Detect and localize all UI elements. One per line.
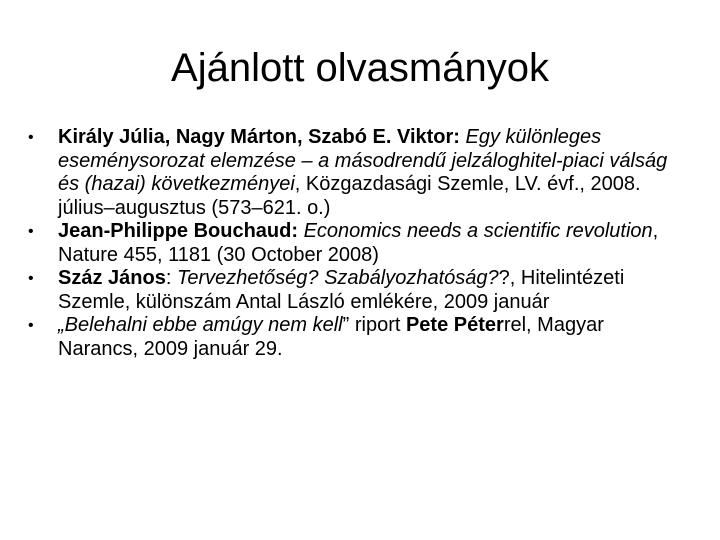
- item-quote-close: ” riport: [342, 314, 406, 336]
- slide-title: Ajánlott olvasmányok: [171, 46, 549, 90]
- item-details: , Közgazdasági Szemle, LV. évf., 2008. július–augusztus (573–621. o.): [58, 173, 641, 219]
- item-author: Pete Péter: [405, 314, 504, 336]
- item-title: Belehalni ebbe amúgy nem kell: [64, 314, 343, 336]
- item-author: Király Júlia, Nagy Márton, Szabó E. Viktor:: [58, 126, 460, 148]
- item-separator: :: [165, 267, 177, 289]
- item-details: Magyar Narancs, 2009 január 29.: [58, 314, 604, 360]
- item-author-suffix: rel,: [503, 314, 532, 336]
- item-details: ?, Hitelintézeti Szemle, különszám Antal László emlékére, 2009 január: [58, 267, 625, 313]
- bullet-icon: •: [28, 129, 34, 146]
- item-quote-open: „: [58, 314, 65, 336]
- reading-list-item: [28, 314, 688, 361]
- item-title: Economics needs a scientific revolution: [303, 220, 653, 242]
- item-title: Tervezhetőség? Szabályozhatóság?: [176, 267, 499, 289]
- bullet-icon: •: [28, 223, 34, 240]
- item-title: Egy különleges eseménysorozat elemzése – a másodrendű jelzáloghitel-piaci válság és (hazai) következményei: [58, 126, 668, 195]
- reading-list-item: [28, 267, 688, 314]
- item-author: Száz János: [58, 267, 166, 289]
- item-details: , Nature 455, 1181 (30 October 2008): [58, 220, 659, 266]
- reading-list-item: [28, 220, 688, 267]
- item-author: Jean-Philippe Bouchaud:: [58, 220, 299, 242]
- bullet-icon: •: [28, 270, 34, 287]
- reading-list: [28, 126, 688, 361]
- reading-list-item: [28, 126, 688, 220]
- bullet-icon: •: [28, 317, 34, 334]
